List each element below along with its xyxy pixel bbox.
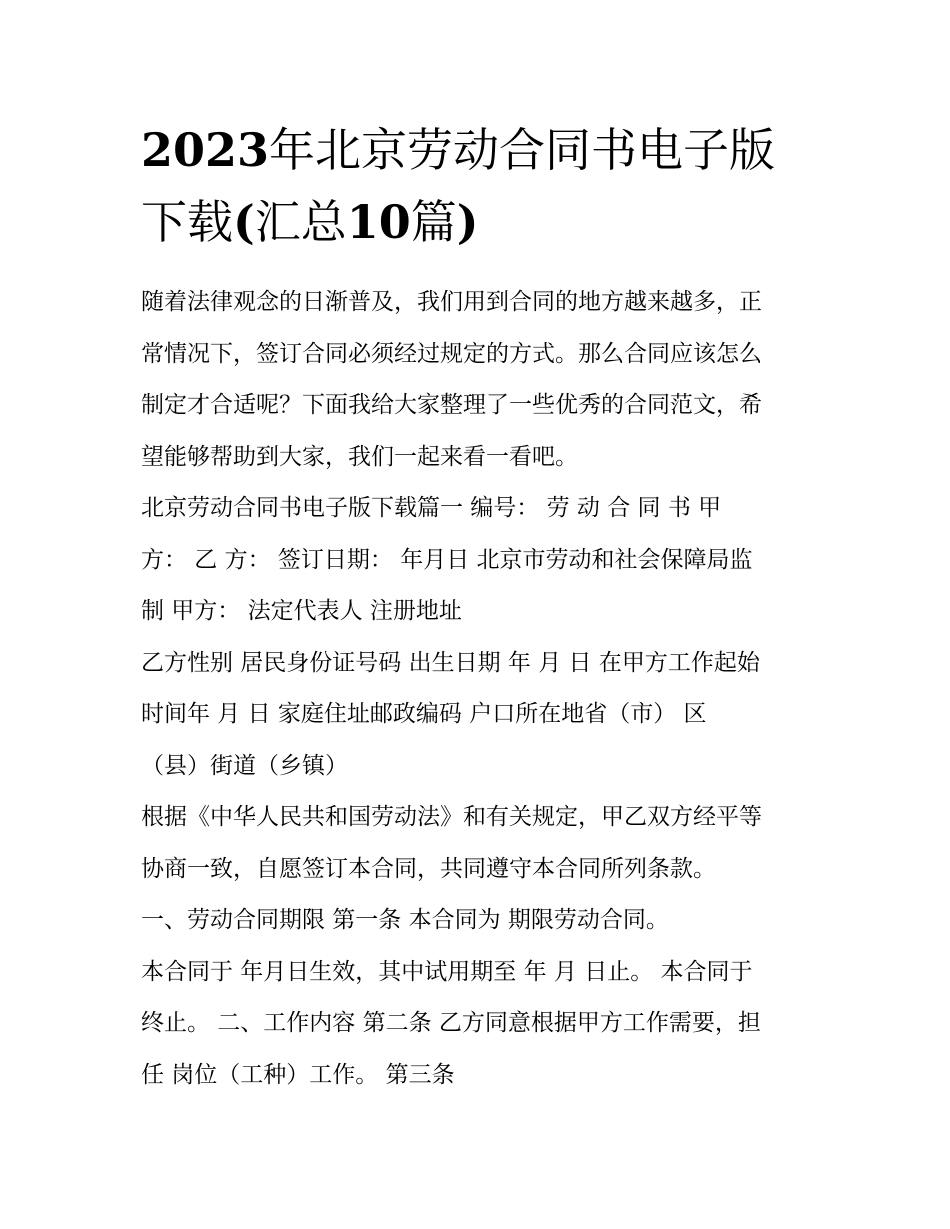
- body-line: 随着法律观念的日渐普及，我们用到合同的地方越来越多，正: [141, 289, 762, 315]
- body-line: 终止。 二、工作内容 第二条 乙方同意根据甲方工作需要，担: [141, 1010, 761, 1036]
- body-line: 望能够帮助到大家，我们一起来看一看吧。: [141, 443, 578, 470]
- body-line: 方： 乙 方： 签订日期： 年月日 北京市劳动和社会保障局监: [141, 546, 753, 573]
- body-line: 根据《中华人民共和国劳动法》和有关规定，甲乙双方经平等: [141, 804, 762, 830]
- document-body: [141, 277, 816, 1101]
- body-line: 制定才合适呢？下面我给大家整理了一些优秀的合同范文，希: [141, 392, 762, 418]
- body-line: 常情况下，签订合同必须经过规定的方式。那么合同应该怎么: [141, 340, 762, 367]
- body-line: （县）街道（乡镇）: [141, 752, 348, 779]
- document-title: [141, 114, 821, 258]
- body-line: 协商一致，自愿签订本合同，共同遵守本合同所列条款。: [141, 855, 716, 882]
- body-line: 本合同于 年月日生效，其中试用期至 年 月 日止。 本合同于: [141, 958, 753, 985]
- body-line: 北京劳动合同书电子版下载篇一 编号： 劳 动 合 同 书 甲: [141, 495, 722, 521]
- body-line: 任 岗位（工种）工作。 第三条: [141, 1061, 455, 1088]
- title-line-1: 2023年北京劳动合同书电子版: [141, 123, 776, 177]
- body-line: 一、劳动合同期限 第一条 本合同为 期限劳动合同。: [141, 907, 669, 933]
- title-line-2: 下载(汇总10篇): [141, 195, 479, 249]
- body-line: 乙方性别 居民身份证号码 出生日期 年 月 日 在甲方工作起始: [141, 649, 760, 676]
- body-line: 时间年 月 日 家庭住址邮政编码 户口所在地省（市） 区: [141, 701, 707, 727]
- body-line: 制 甲方： 法定代表人 注册地址: [141, 598, 462, 624]
